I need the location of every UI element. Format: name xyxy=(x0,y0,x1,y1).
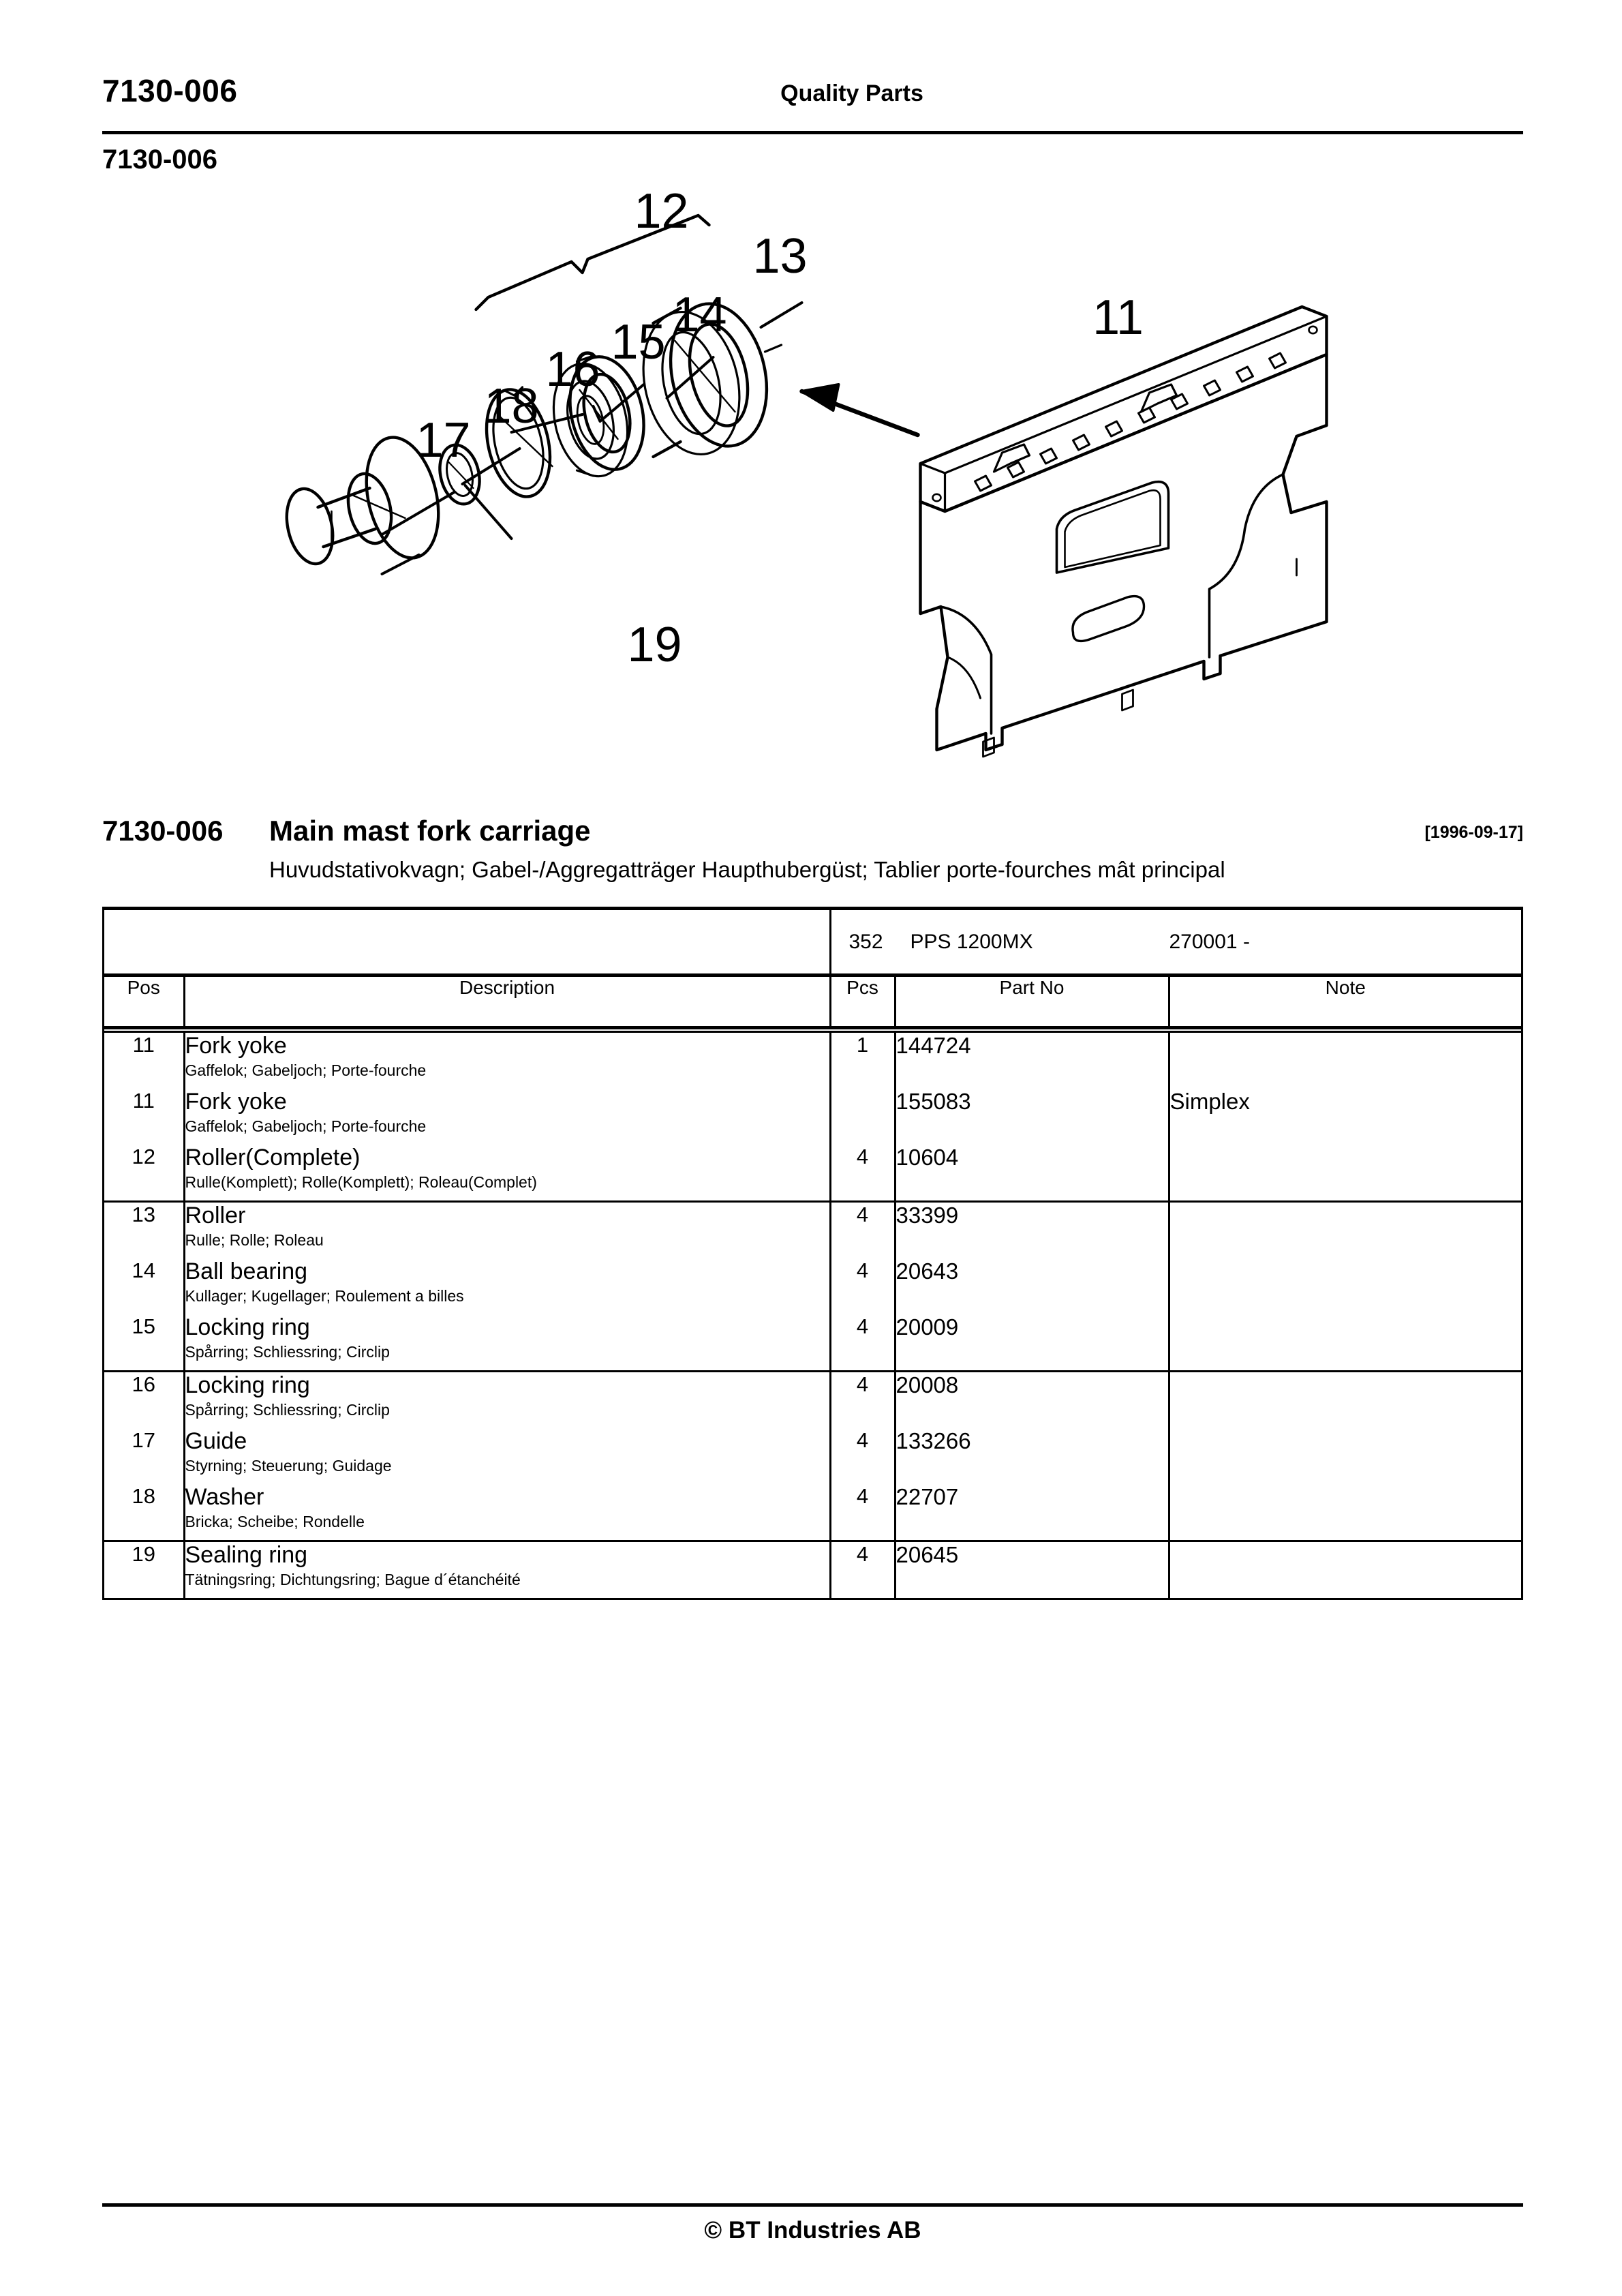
cell-pos: 16 xyxy=(104,1372,184,1429)
parts-table xyxy=(102,907,1523,1600)
cell-part-no: 144724 xyxy=(895,1032,1169,1089)
cell-description xyxy=(184,1541,830,1599)
description-translations: Tätningsring; Dichtungsring; Bague d´étanchéité xyxy=(185,1571,521,1588)
model-band-row xyxy=(104,910,1521,973)
cell-note: Simplex xyxy=(1169,1089,1250,1114)
description-primary: Locking ring xyxy=(185,1314,310,1340)
cell-pos: 11 xyxy=(104,1032,184,1089)
cell-part-no: 155083 xyxy=(895,1089,1169,1145)
section-code: 7130-006 xyxy=(102,145,218,175)
cell-note xyxy=(1169,1145,1521,1202)
cell-part-no: 20009 xyxy=(895,1314,1169,1372)
cell-description xyxy=(184,1089,830,1145)
header-part-code: 7130-006 xyxy=(102,73,238,108)
description-translations: Rulle; Rolle; Roleau xyxy=(185,1231,324,1249)
table-row[interactable] xyxy=(104,1258,1521,1314)
cell-note xyxy=(1169,1202,1521,1259)
description-translations: Gaffelok; Gabeljoch; Porte-fourche xyxy=(185,1061,427,1079)
cell-note xyxy=(1169,1372,1521,1429)
title-block xyxy=(102,815,1523,882)
description-primary: Washer xyxy=(185,1484,264,1510)
cell-note xyxy=(1169,1541,1521,1599)
cell-pos: 12 xyxy=(104,1145,184,1202)
table-row[interactable] xyxy=(104,1484,1521,1541)
model-number: 352 xyxy=(848,930,883,953)
callout-number-labels xyxy=(416,184,1143,672)
cell-description xyxy=(184,1428,830,1484)
cell-part-no: 20008 xyxy=(895,1372,1169,1429)
header-brand-title: Quality Parts xyxy=(780,80,923,106)
table-row[interactable] xyxy=(104,1428,1521,1484)
cell-description xyxy=(184,1145,830,1202)
cell-note xyxy=(1169,1428,1521,1484)
table-row[interactable] xyxy=(104,1032,1521,1089)
page-title: Main mast fork carriage xyxy=(269,815,591,847)
cell-description xyxy=(184,1372,830,1429)
cell-pcs: 4 xyxy=(830,1484,895,1541)
cell-pcs: 1 xyxy=(830,1032,895,1089)
cell-pos: 19 xyxy=(104,1541,184,1599)
description-primary: Sealing ring xyxy=(185,1542,308,1568)
description-translations: Bricka; Scheibe; Rondelle xyxy=(185,1513,365,1530)
cell-pos: 15 xyxy=(104,1314,184,1372)
cell-part-no: 20645 xyxy=(895,1541,1169,1599)
cell-part-no: 33399 xyxy=(895,1202,1169,1259)
model-band-info xyxy=(830,910,1521,973)
cell-note xyxy=(1169,1032,1521,1089)
parts-rows-table xyxy=(104,1026,1521,1598)
page-header xyxy=(102,68,1523,130)
header-divider xyxy=(102,131,1523,134)
cell-note xyxy=(1169,1258,1521,1314)
cell-part-no: 133266 xyxy=(895,1428,1169,1484)
description-translations: Gaffelok; Gabeljoch; Porte-fourche xyxy=(185,1117,427,1135)
callout-15: 15 xyxy=(611,315,666,369)
cell-description xyxy=(184,1314,830,1372)
column-header-pos: Pos xyxy=(104,977,184,1026)
cell-pcs: 4 xyxy=(830,1145,895,1202)
description-translations: Kullager; Kugellager; Roulement a billes xyxy=(185,1287,464,1305)
footer-divider xyxy=(102,2203,1523,2207)
parts-table-body xyxy=(104,1026,1521,1598)
cell-pcs: 4 xyxy=(830,1202,895,1259)
cell-pcs: 4 xyxy=(830,1258,895,1314)
callout-18: 18 xyxy=(484,379,539,434)
table-row[interactable] xyxy=(104,1145,1521,1202)
callout-19: 19 xyxy=(627,618,682,672)
column-header-row xyxy=(104,977,1521,1026)
cell-pcs: 4 xyxy=(830,1314,895,1372)
assembly-direction-arrow xyxy=(802,384,918,435)
revision-date: [1996-09-17] xyxy=(1424,823,1523,842)
callout-11: 11 xyxy=(1092,290,1144,345)
cell-part-no: 10604 xyxy=(895,1145,1169,1202)
description-translations: Styrning; Steuerung; Guidage xyxy=(185,1457,392,1475)
model-band-table xyxy=(104,910,1521,973)
table-row[interactable] xyxy=(104,1202,1521,1259)
cell-pos: 13 xyxy=(104,1202,184,1259)
description-primary: Locking ring xyxy=(185,1372,310,1398)
callout-16: 16 xyxy=(545,342,600,397)
cell-description xyxy=(184,1032,830,1089)
table-row[interactable] xyxy=(104,1372,1521,1429)
column-header-note: Note xyxy=(1325,977,1366,998)
cell-pos: 14 xyxy=(104,1258,184,1314)
description-primary: Fork yoke xyxy=(185,1033,287,1059)
cell-description xyxy=(184,1484,830,1541)
callout-14: 14 xyxy=(672,288,727,342)
description-translations: Spårring; Schliessring; Circlip xyxy=(185,1343,390,1361)
table-row[interactable] xyxy=(104,1314,1521,1372)
title-subtitle-multilingual: Huvudstativokvagn; Gabel-/Aggregatträger Haupthubergüst; Tablier porte-fourches mât principal xyxy=(269,857,1225,882)
table-row[interactable] xyxy=(104,1541,1521,1599)
cell-part-no: 20643 xyxy=(895,1258,1169,1314)
description-translations: Rulle(Komplett); Rolle(Komplett); Roleau(Complet) xyxy=(185,1173,537,1191)
part-11-fork-carriage-plate xyxy=(921,307,1327,757)
cell-pcs: 4 xyxy=(830,1541,895,1599)
column-header-table xyxy=(104,973,1521,1026)
cell-pcs: 4 xyxy=(830,1428,895,1484)
column-header-pcs: Pcs xyxy=(830,977,895,1026)
description-primary: Fork yoke xyxy=(185,1089,287,1115)
description-primary: Ball bearing xyxy=(185,1258,308,1284)
serial-range: 270001 - xyxy=(1169,930,1250,953)
cell-description xyxy=(184,1258,830,1314)
cell-note xyxy=(1169,1484,1521,1541)
cell-pos: 17 xyxy=(104,1428,184,1484)
description-primary: Roller(Complete) xyxy=(185,1145,361,1170)
cell-pcs: 4 xyxy=(830,1372,895,1429)
cell-pos: 18 xyxy=(104,1484,184,1541)
title-part-code: 7130-006 xyxy=(102,815,224,847)
callout-17: 17 xyxy=(416,413,471,468)
table-row[interactable] xyxy=(104,1089,1521,1145)
cell-pcs xyxy=(830,1089,895,1145)
cell-note xyxy=(1169,1314,1521,1372)
description-primary: Roller xyxy=(185,1203,246,1228)
model-name: PPS 1200MX xyxy=(910,930,1033,953)
model-band-spacer xyxy=(104,910,830,973)
description-translations: Spårring; Schliessring; Circlip xyxy=(185,1401,390,1419)
callout-13: 13 xyxy=(752,229,808,284)
description-primary: Guide xyxy=(185,1428,247,1454)
cell-part-no: 22707 xyxy=(895,1484,1169,1541)
cell-description xyxy=(184,1202,830,1259)
column-header-description: Description xyxy=(184,977,830,1026)
footer-copyright: © BT Industries AB xyxy=(704,2217,921,2244)
exploded-view-illustration xyxy=(102,164,1523,798)
cell-pos: 11 xyxy=(104,1089,184,1145)
column-header-part-no: Part No xyxy=(895,977,1169,1026)
callout-12: 12 xyxy=(634,184,689,239)
